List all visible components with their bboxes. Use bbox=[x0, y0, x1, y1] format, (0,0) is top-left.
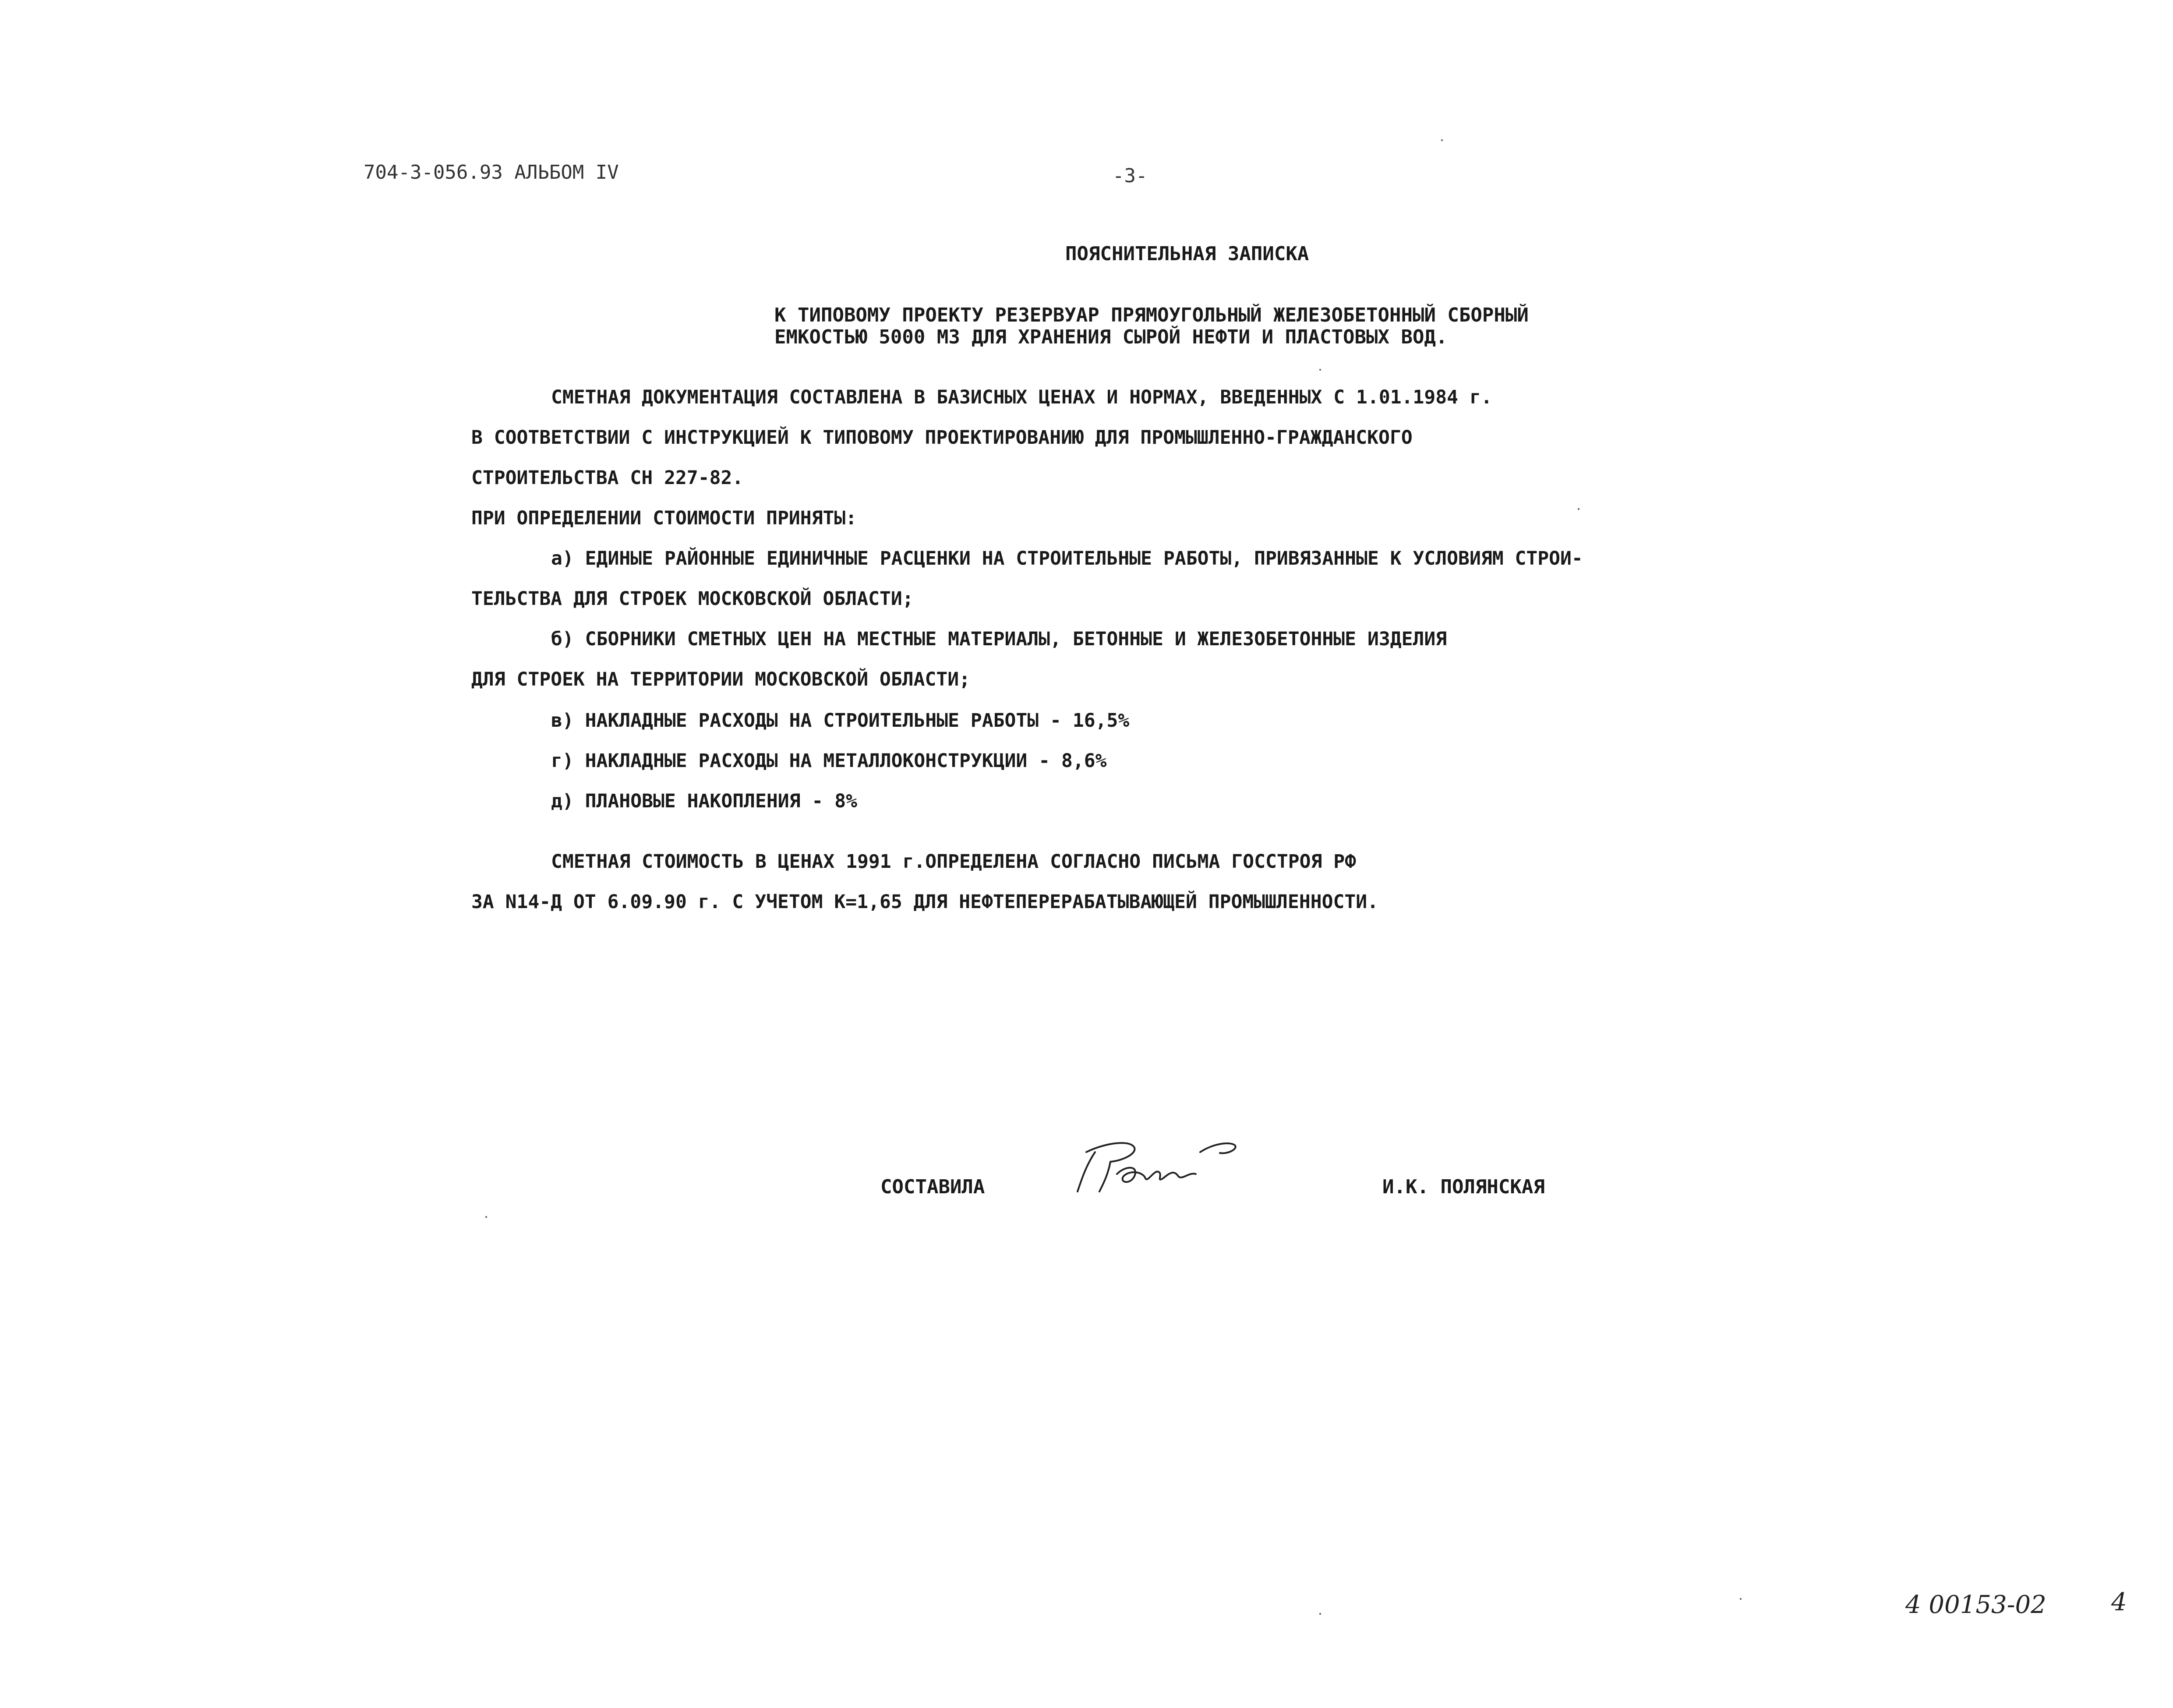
paragraph-line: СТРОИТЕЛЬСТВА СН 227-82. bbox=[471, 467, 744, 489]
scan-speck bbox=[1578, 508, 1579, 510]
list-item: а) ЕДИНЫЕ РАЙОННЫЕ ЕДИНИЧНЫЕ РАСЦЕНКИ НА СТРОИТЕЛЬНЫЕ РАБОТЫ, ПРИВЯЗАННЫЕ К УСЛОВИЯМ СТРОИ- bbox=[551, 548, 1583, 569]
list-item: г) НАКЛАДНЫЕ РАСХОДЫ НА МЕТАЛЛОКОНСТРУКЦИИ - 8,6% bbox=[551, 750, 1107, 772]
subtitle-line-1: К ТИПОВОМУ ПРОЕКТУ РЕЗЕРВУАР ПРЯМОУГОЛЬНЫЙ ЖЕЛЕЗОБЕТОННЫЙ СБОРНЫЙ bbox=[774, 304, 1529, 326]
list-item-continuation: ДЛЯ СТРОЕК НА ТЕРРИТОРИИ МОСКОВСКОЙ ОБЛАСТИ; bbox=[471, 668, 971, 690]
list-item: д) ПЛАНОВЫЕ НАКОПЛЕНИЯ - 8% bbox=[551, 790, 857, 812]
scan-speck bbox=[1441, 139, 1443, 141]
scan-speck bbox=[1319, 1613, 1321, 1615]
list-item: б) СБОРНИКИ СМЕТНЫХ ЦЕН НА МЕСТНЫЕ МАТЕРИАЛЫ, БЕТОННЫЕ И ЖЕЛЕЗОБЕТОННЫЕ ИЗДЕЛИЯ bbox=[551, 628, 1447, 650]
handwritten-signature bbox=[1069, 1135, 1279, 1200]
paragraph-line: СМЕТНАЯ СТОИМОСТЬ В ЦЕНАХ 1991 г.ОПРЕДЕЛЕНА СОГЛАСНО ПИСЬМА ГОССТРОЯ РФ bbox=[551, 851, 1357, 873]
paragraph-line: СМЕТНАЯ ДОКУМЕНТАЦИЯ СОСТАВЛЕНА В БАЗИСНЫХ ЦЕНАХ И НОРМАХ, ВВЕДЕННЫХ С 1.01.1984 г. bbox=[551, 386, 1492, 408]
paragraph-line: ЗА N14-Д ОТ 6.09.90 г. С УЧЕТОМ К=1,65 ДЛЯ НЕФТЕПЕРЕРАБАТЫВАЮЩЕЙ ПРОМЫШЛЕННОСТИ. bbox=[471, 891, 1379, 913]
subtitle-line-2: ЕМКОСТЬЮ 5000 М3 ДЛЯ ХРАНЕНИЯ СЫРОЙ НЕФТИ И ПЛАСТОВЫХ ВОД. bbox=[774, 326, 1448, 348]
list-item: в) НАКЛАДНЫЕ РАСХОДЫ НА СТРОИТЕЛЬНЫЕ РАБОТЫ - 16,5% bbox=[551, 710, 1130, 732]
document-title: ПОЯСНИТЕЛЬНАЯ ЗАПИСКА bbox=[1065, 243, 1309, 265]
archive-number: 4 00153-02 bbox=[1905, 1591, 2046, 1619]
signature-name: И.К. ПОЛЯНСКАЯ bbox=[1382, 1176, 1545, 1198]
list-item-continuation: ТЕЛЬСТВА ДЛЯ СТРОЕК МОСКОВСКОЙ ОБЛАСТИ; bbox=[471, 588, 914, 610]
paragraph-line: ПРИ ОПРЕДЕЛЕНИИ СТОИМОСТИ ПРИНЯТЫ: bbox=[471, 507, 857, 529]
page-number: -3- bbox=[1113, 165, 1148, 187]
scan-speck bbox=[1740, 1598, 1742, 1600]
scan-speck bbox=[1319, 369, 1321, 371]
document-code: 704-3-056.93 АЛЬБОМ IV bbox=[364, 161, 619, 184]
paragraph-line: В СООТВЕТСТВИИ С ИНСТРУКЦИЕЙ К ТИПОВОМУ ПРОЕКТИРОВАНИЮ ДЛЯ ПРОМЫШЛЕННО-ГРАЖДАНСКОГО bbox=[471, 427, 1413, 449]
scan-speck bbox=[485, 1216, 487, 1218]
signature-role: СОСТАВИЛА bbox=[880, 1176, 985, 1198]
sheet-number: 4 bbox=[2111, 1588, 2127, 1616]
